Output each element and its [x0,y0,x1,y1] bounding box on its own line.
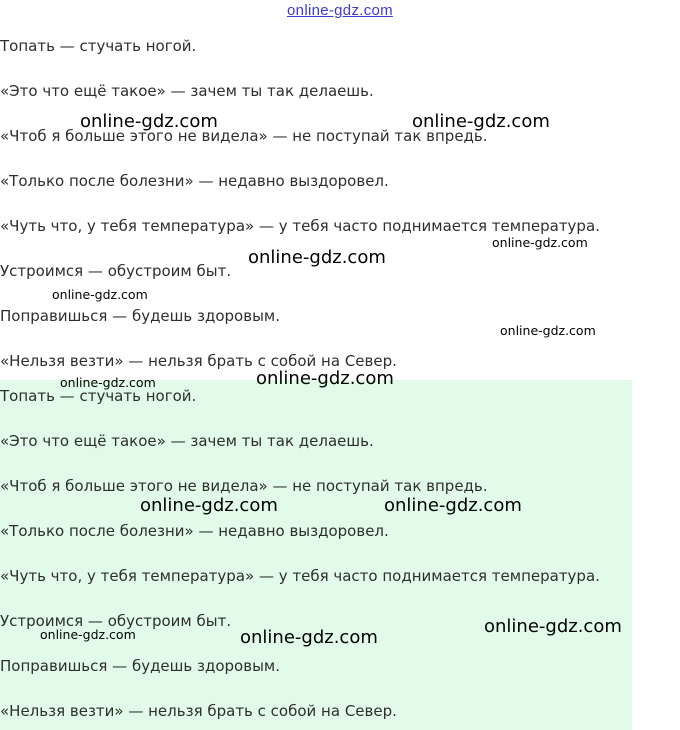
text-line: Устроимся — обустроим быт. [0,612,232,630]
watermark: online-gdz.com [384,495,522,516]
watermark: online-gdz.com [40,627,136,642]
watermark: online-gdz.com [52,287,148,302]
watermark: online-gdz.com [492,235,588,250]
text-line: «Только после болезни» — недавно выздоровел. [0,172,389,190]
text-line: Устроимся — обустроим быт. [0,262,232,280]
text-line: «Это что ещё такое» — зачем ты так делаешь. [0,432,374,450]
text-line: Топать — стучать ногой. [0,37,197,55]
watermark: online-gdz.com [484,616,622,637]
watermark: online-gdz.com [240,627,378,648]
text-line: «Это что ещё такое» — зачем ты так делаешь. [0,82,374,100]
site-link[interactable]: online-gdz.com [287,2,393,19]
watermark: online-gdz.com [256,368,394,389]
watermark: online-gdz.com [248,247,386,268]
text-line: «Только после болезни» — недавно выздоровел. [0,522,389,540]
text-line: Топать — стучать ногой. [0,387,197,405]
text-line: «Чтоб я больше этого не видела» — не поступай так впредь. [0,477,488,495]
watermark: online-gdz.com [500,323,596,338]
watermark: online-gdz.com [60,375,156,390]
text-line: Поправишься — будешь здоровым. [0,657,280,675]
text-line: «Нельзя везти» — нельзя брать с собой на Север. [0,702,397,720]
watermark: online-gdz.com [80,111,218,132]
text-line: «Чтоб я больше этого не видела» — не поступай так впредь. [0,127,488,145]
answer-block-highlighted [0,380,632,730]
watermark: online-gdz.com [140,495,278,516]
text-line: «Нельзя везти» — нельзя брать с собой на Север. [0,352,397,370]
text-line: Поправишься — будешь здоровым. [0,307,280,325]
text-line: «Чуть что, у тебя температура» — у тебя часто поднимается температура. [0,217,600,235]
text-line: «Чуть что, у тебя температура» — у тебя часто поднимается температура. [0,567,600,585]
watermark: online-gdz.com [412,111,550,132]
